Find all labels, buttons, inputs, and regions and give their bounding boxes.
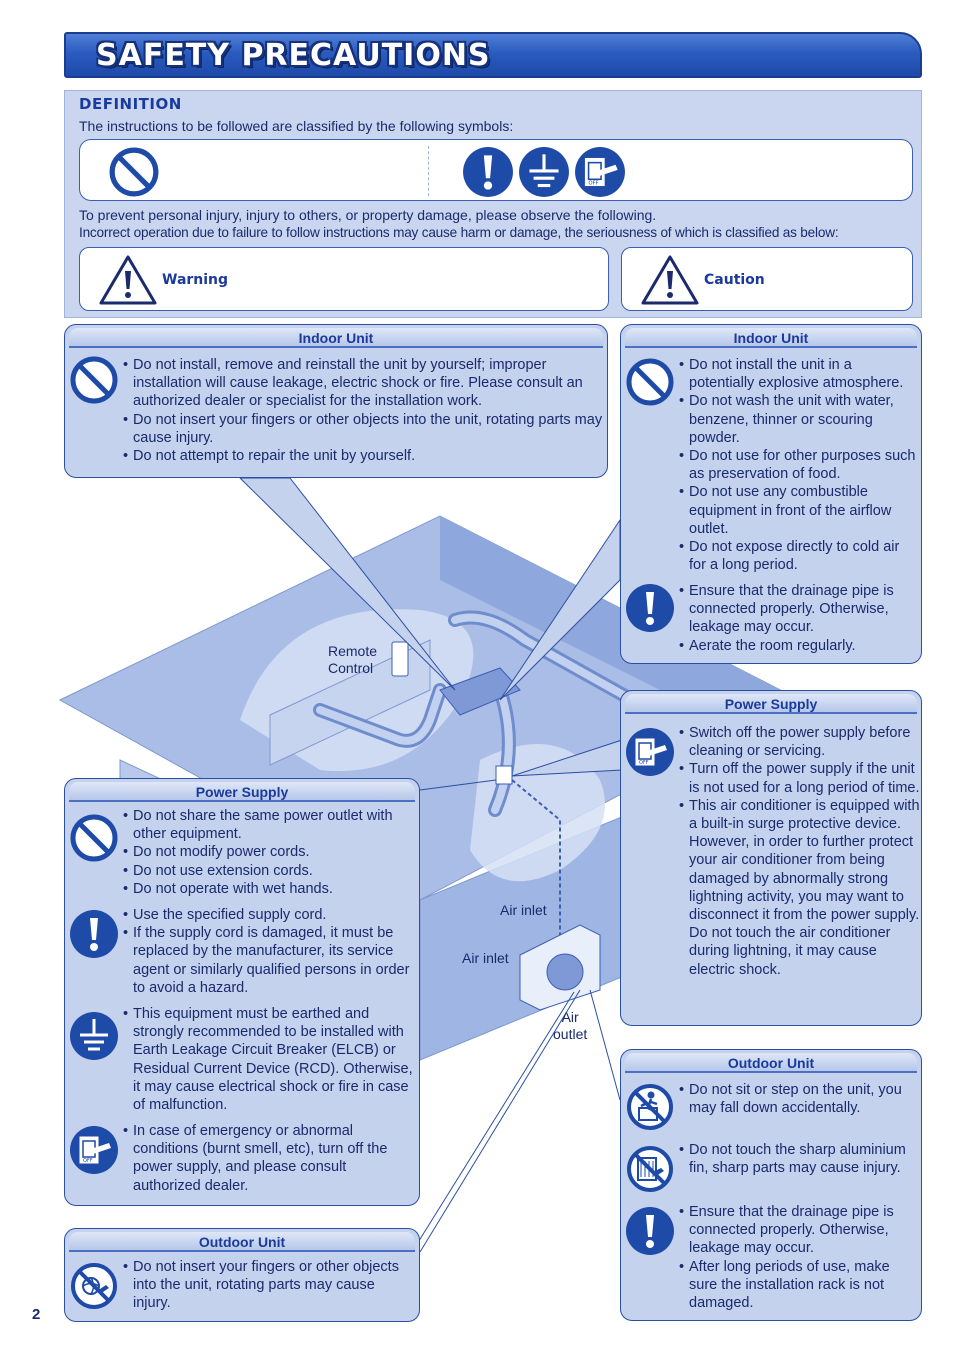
- symbol-legend-box: [79, 139, 913, 201]
- panel-header: [625, 1053, 917, 1073]
- caution-triangle-icon: [640, 254, 700, 306]
- legend-divider: [428, 146, 429, 196]
- warning-box: [79, 247, 609, 311]
- list-item: • This air conditioner is equipped with a built-in surge protective device. However, in order to further protect your air conditioner from being damaged by abnormally strong lightning activity, you may want to disconnect it from the power supply. Do not touch the air conditioner during lightning, it may cause electric shock.: [679, 797, 921, 979]
- list-item: • Do not install, remove and reinstall the unit by yourself; improper installation will cause leakage, electric shock or fire. Please consult an authorized dealer or specialist for the installation work.: [123, 356, 603, 411]
- list-item: • Switch off the power supply before cleaning or servicing.: [679, 724, 921, 760]
- panel-power-right: [620, 690, 922, 1026]
- exclamation-icon: [69, 909, 119, 959]
- exclamation-icon: [625, 583, 675, 633]
- page-number: 2: [32, 1306, 41, 1323]
- list-item: • Do not attempt to repair the unit by yourself.: [123, 447, 603, 465]
- list-item: • In case of emergency or abnormal conditions (burnt smell, etc), turn off the power supply, and please consult authorized dealer.: [123, 1122, 415, 1195]
- list-item: • This equipment must be earthed and strongly recommended to be installed with Earth Leakage Circuit Breaker (ELCB) or Residual Current Device (RCD). Otherwise, it may cause electrical shock or fire in case of malfunction.: [123, 1005, 415, 1114]
- panel-indoor-right: [620, 324, 922, 664]
- list-item: • Do not touch the sharp aluminium fin, sharp parts may cause injury.: [679, 1141, 921, 1177]
- title-bar: [64, 32, 922, 78]
- definition-intro: The instructions to be followed are classified by the following symbols:: [79, 118, 514, 134]
- panel-header: [69, 1232, 415, 1252]
- prohibit-icon: [69, 355, 119, 405]
- panel-header: [69, 328, 603, 348]
- definition-heading: DEFINITION: [79, 95, 182, 113]
- prevent-line-1: To prevent personal injury, injury to others, or property damage, please observe the following.: [79, 207, 657, 223]
- list-item: • Do not expose directly to cold air for a long period.: [679, 538, 919, 574]
- prohibit-icon: [108, 146, 160, 198]
- panel-outdoor-right: [620, 1049, 922, 1321]
- label-line: Control: [328, 660, 374, 676]
- caution-box: [621, 247, 913, 311]
- list-item: • Do not wash the unit with water, benzene, thinner or scouring powder.: [679, 392, 919, 447]
- panel-indoor-left: [64, 324, 608, 478]
- air-inlet-label-top: Air inlet: [500, 902, 547, 918]
- panel-header: [625, 328, 917, 348]
- remote-control-label: [328, 643, 377, 677]
- panel-title: Indoor Unit: [733, 330, 809, 346]
- warning-label: Warning: [162, 272, 229, 288]
- list-item: • Do not insert your fingers or other objects into the unit, rotating parts may cause injury.: [123, 411, 603, 447]
- list-item: • Do not sit or step on the unit, you may fall down accidentally.: [679, 1081, 921, 1117]
- list-item: • Aerate the room regularly.: [679, 637, 919, 655]
- earth-ground-icon: [518, 146, 570, 198]
- unplug-icon: [574, 146, 626, 198]
- panel-title: Outdoor Unit: [727, 1055, 815, 1071]
- warning-triangle-icon: [98, 254, 158, 306]
- no-fingers-fan-icon: [69, 1261, 119, 1311]
- list-item: • After long periods of use, make sure the installation rack is not damaged.: [679, 1258, 921, 1313]
- list-item: • Do not use for other purposes such as preservation of food.: [679, 447, 919, 483]
- label-line: outlet: [553, 1026, 588, 1042]
- list-item: • Do not operate with wet hands.: [123, 880, 415, 898]
- no-step-icon: [625, 1082, 675, 1132]
- definition-box: [64, 90, 922, 318]
- prohibit-icon: [69, 813, 119, 863]
- unplug-icon: [69, 1125, 119, 1175]
- list-item: • Ensure that the drainage pipe is connected properly. Otherwise, leakage may occur.: [679, 1203, 921, 1258]
- label-line: Air: [561, 1009, 579, 1025]
- exclamation-icon: [462, 146, 514, 198]
- panel-header: [69, 782, 415, 802]
- prohibit-icon: [625, 357, 675, 407]
- list-item: • Do not use any combustible equipment in front of the airflow outlet.: [679, 483, 919, 538]
- caution-label: Caution: [704, 272, 765, 288]
- panel-title: Outdoor Unit: [198, 1234, 286, 1250]
- list-item: • Ensure that the drainage pipe is connected properly. Otherwise, leakage may occur.: [679, 582, 919, 637]
- panel-header: [625, 694, 917, 714]
- unplug-icon: [625, 727, 675, 777]
- list-item: • Use the specified supply cord.: [123, 906, 415, 924]
- list-item: • Do not install the unit in a potentially explosive atmosphere.: [679, 356, 919, 392]
- panel-title: Power Supply: [724, 696, 818, 712]
- no-touch-fin-icon: [625, 1144, 675, 1194]
- list-item: • Do not insert your fingers or other objects into the unit, rotating parts may cause injury.: [123, 1258, 415, 1313]
- prevent-line-2: Incorrect operation due to failure to follow instructions may cause harm or damage, the seriousness of which is classified as below:: [79, 225, 839, 240]
- list-item: • Do not modify power cords.: [123, 843, 415, 861]
- air-inlet-label-side: Air inlet: [462, 950, 509, 966]
- list-item: • Do not share the same power outlet with other equipment.: [123, 807, 415, 843]
- air-outlet-label: [553, 1009, 587, 1043]
- panel-outdoor-left: [64, 1228, 420, 1322]
- exclamation-icon: [625, 1206, 675, 1256]
- panel-title: Indoor Unit: [298, 330, 374, 346]
- panel-power-left: [64, 778, 420, 1206]
- list-item: • Turn off the power supply if the unit is not used for a long period of time.: [679, 760, 921, 796]
- list-item: • Do not use extension cords.: [123, 862, 415, 880]
- earth-ground-icon: [69, 1011, 119, 1061]
- page-title: SAFETY PRECAUTIONS: [96, 38, 491, 73]
- list-item: • If the supply cord is damaged, it must be replaced by the manufacturer, its service agent or similarly qualified persons in order to avoid a hazard.: [123, 924, 415, 997]
- label-line: Remote: [328, 643, 378, 659]
- panel-title: Power Supply: [195, 784, 289, 800]
